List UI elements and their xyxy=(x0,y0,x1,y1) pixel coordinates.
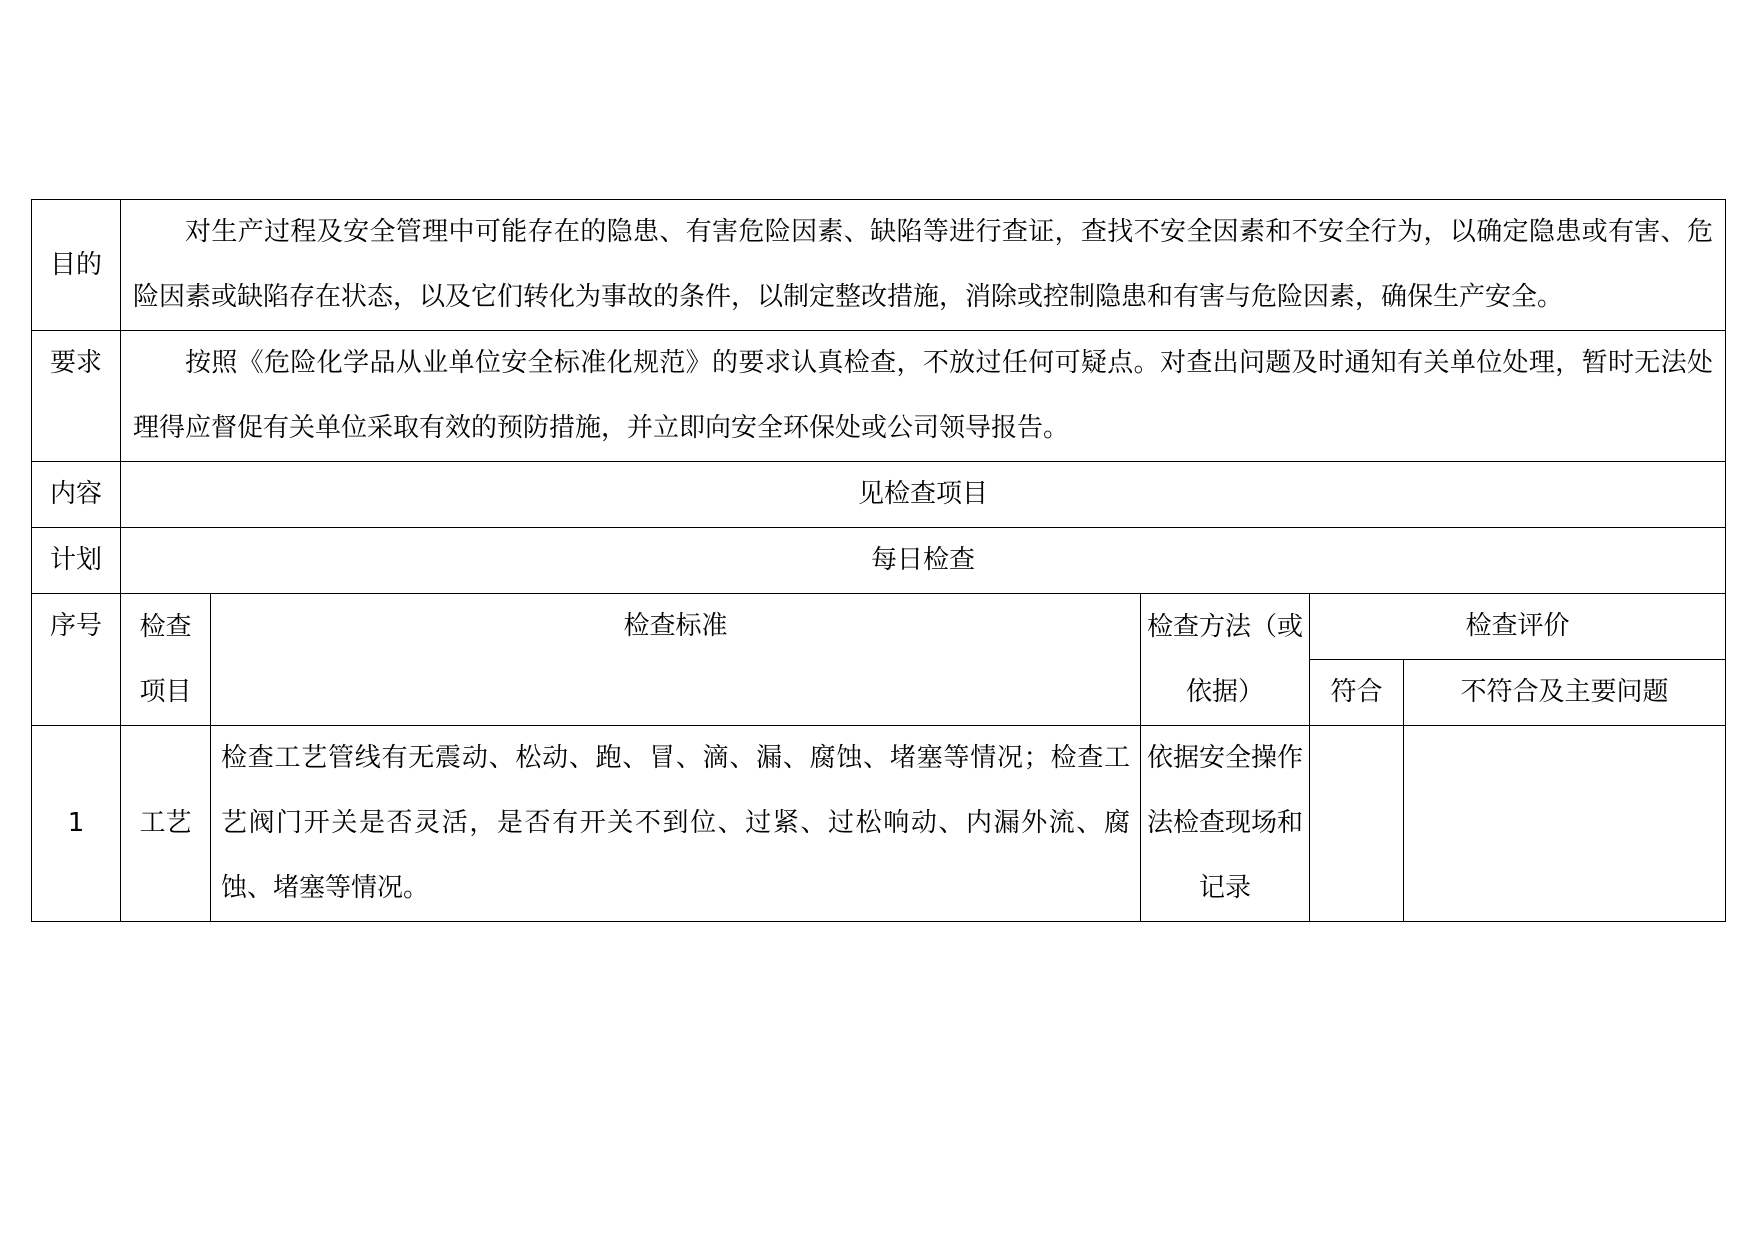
requirement-label: 要求 xyxy=(32,331,121,462)
content-row xyxy=(32,462,1726,528)
content-label: 内容 xyxy=(32,462,121,528)
plan-label: 计划 xyxy=(32,528,121,594)
purpose-row xyxy=(32,200,1726,331)
table-row xyxy=(32,726,1726,922)
plan-row xyxy=(32,528,1726,594)
evaluation-header: 检查评价 xyxy=(1310,594,1726,660)
item-name: 工艺 xyxy=(121,726,211,922)
method-header: 检查方法（或依据） xyxy=(1141,594,1310,726)
header-row-1 xyxy=(32,594,1726,660)
nonconform-header: 不符合及主要问题 xyxy=(1404,660,1726,726)
requirement-text: 按照《危险化学品从业单位安全标准化规范》的要求认真检查，不放过任何可疑点。对查出问题及时通知有关单位处理，暂时无法处理得应督促有关单位采取有效的预防措施，并立即向安全环保处或公司领导报告。 xyxy=(121,331,1726,462)
item-header: 检查项目 xyxy=(121,594,211,726)
standard-header: 检查标准 xyxy=(211,594,1141,726)
item-method: 依据安全操作法检查现场和记录 xyxy=(1141,726,1310,922)
item-seq: 1 xyxy=(32,726,121,922)
plan-text: 每日检查 xyxy=(121,528,1726,594)
seq-header: 序号 xyxy=(32,594,121,726)
inspection-table xyxy=(31,199,1726,922)
purpose-label: 目的 xyxy=(32,200,121,331)
item-conform[interactable] xyxy=(1310,726,1404,922)
item-standard: 检查工艺管线有无震动、松动、跑、冒、滴、漏、腐蚀、堵塞等情况；检查工艺阀门开关是否灵活，是否有开关不到位、过紧、过松响动、内漏外流、腐蚀、堵塞等情况。 xyxy=(211,726,1141,922)
conform-header: 符合 xyxy=(1310,660,1404,726)
item-nonconform[interactable] xyxy=(1404,726,1726,922)
purpose-text: 对生产过程及安全管理中可能存在的隐患、有害危险因素、缺陷等进行查证，查找不安全因素和不安全行为，以确定隐患或有害、危险因素或缺陷存在状态，以及它们转化为事故的条件，以制定整改措施，消除或控制隐患和有害与危险因素，确保生产安全。 xyxy=(121,200,1726,331)
content-text: 见检查项目 xyxy=(121,462,1726,528)
requirement-row xyxy=(32,331,1726,462)
